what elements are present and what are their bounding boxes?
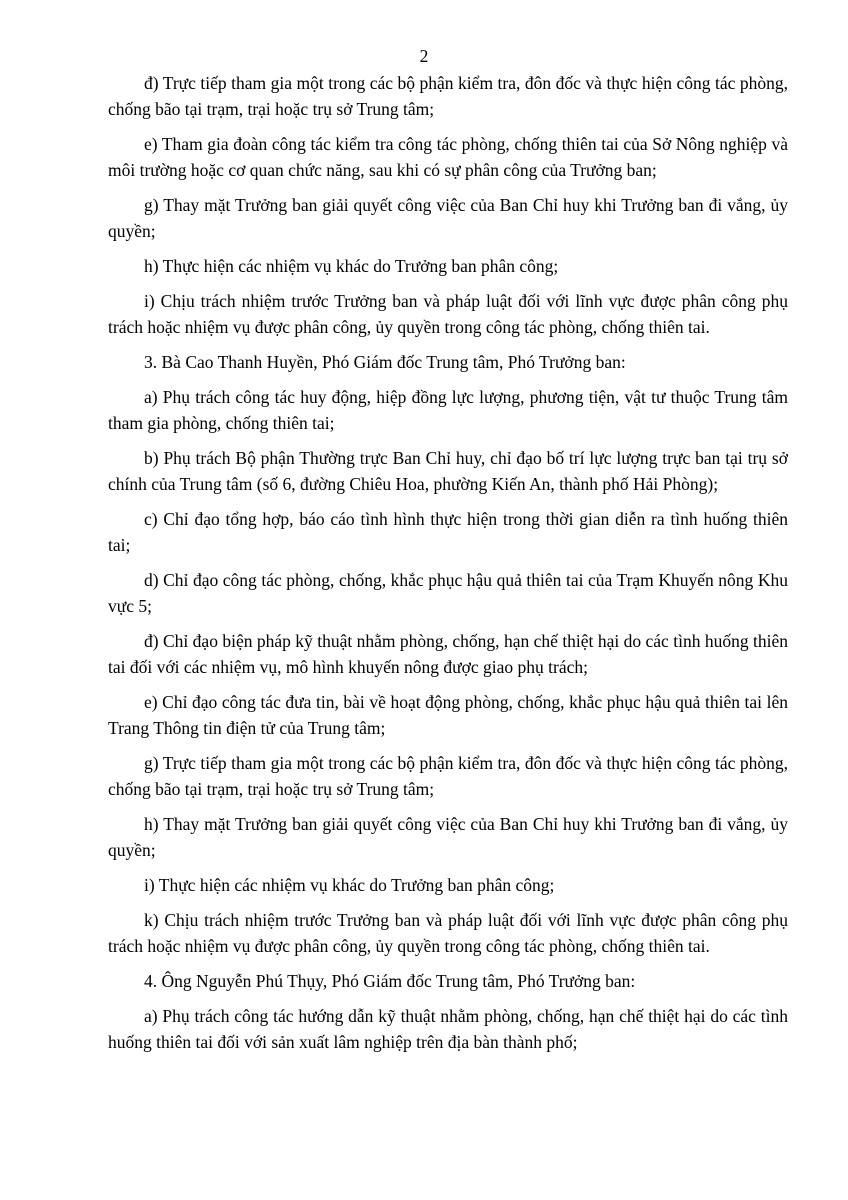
paragraph-h-3: h) Thay mặt Trưởng ban giải quyết công việc của Ban Chỉ huy khi Trưởng ban đi vắng, ủy quyền; [108,814,788,860]
paragraph-a-3: a) Phụ trách công tác huy động, hiệp đồng lực lượng, phương tiện, vật tư thuộc Trung tâm tham gia phòng, chống thiên tai; [108,387,788,433]
page-number: 2 [419,46,429,66]
paragraph-a-4: a) Phụ trách công tác hướng dẫn kỹ thuật nhằm phòng, chống, hạn chế thiệt hại do các tình huống thiên tai đối với sản xuất lâm nghiệp trên địa bàn thành phố; [108,1006,788,1052]
paragraph-d-bar-3: đ) Chỉ đạo biện pháp kỹ thuật nhằm phòng, chống, hạn chế thiệt hại do các tình huống thiên tai đối với các nhiệm vụ, mô hình khuyến nông được giao phụ trách; [108,631,788,677]
document-body [108,70,788,1064]
paragraph-e-3: e) Chỉ đạo công tác đưa tin, bài về hoạt động phòng, chống, khắc phục hậu quả thiên tai lên Trang Thông tin điện tử của Trung tâm; [108,692,788,738]
section-heading-3: 3. Bà Cao Thanh Huyền, Phó Giám đốc Trung tâm, Phó Trưởng ban: [144,352,626,372]
paragraph-g-3: g) Trực tiếp tham gia một trong các bộ phận kiểm tra, đôn đốc và thực hiện công tác phòng, chống bão tại trạm, trại hoặc trụ sở Trung tâm; [108,753,788,799]
paragraph-g-1: g) Thay mặt Trưởng ban giải quyết công việc của Ban Chỉ huy khi Trưởng ban đi vắng, ủy quyền; [108,195,788,241]
section-heading-4: 4. Ông Nguyễn Phú Thụy, Phó Giám đốc Trung tâm, Phó Trưởng ban: [144,971,636,991]
paragraph-c-3: c) Chỉ đạo tổng hợp, báo cáo tình hình thực hiện trong thời gian diễn ra tình huống thiên tai; [108,509,788,555]
paragraph-e-1: e) Tham gia đoàn công tác kiểm tra công tác phòng, chống thiên tai của Sở Nông nghiệp và môi trường hoặc cơ quan chức năng, sau khi có sự phân công của Trưởng ban; [108,134,788,180]
paragraph-i-3: i) Thực hiện các nhiệm vụ khác do Trưởng ban phân công; [144,875,555,895]
paragraph-d-bar-1: đ) Trực tiếp tham gia một trong các bộ phận kiểm tra, đôn đốc và thực hiện công tác phòng, chống bão tại trạm, trại hoặc trụ sở Trung tâm; [108,73,788,119]
paragraph-d-3: d) Chỉ đạo công tác phòng, chống, khắc phục hậu quả thiên tai của Trạm Khuyến nông Khu vực 5; [108,570,788,616]
paragraph-h-1: h) Thực hiện các nhiệm vụ khác do Trưởng ban phân công; [144,256,559,276]
paragraph-i-1: i) Chịu trách nhiệm trước Trưởng ban và pháp luật đối với lĩnh vực được phân công phụ trách hoặc nhiệm vụ được phân công, ủy quyền trong công tác phòng, chống thiên tai. [108,291,788,337]
paragraph-b-3: b) Phụ trách Bộ phận Thường trực Ban Chỉ huy, chỉ đạo bố trí lực lượng trực ban tại trụ sở chính của Trung tâm (số 6, đường Chiêu Hoa, phường Kiến An, thành phố Hải Phòng); [108,448,788,494]
paragraph-k-3: k) Chịu trách nhiệm trước Trưởng ban và pháp luật đối với lĩnh vực được phân công phụ trách hoặc nhiệm vụ được phân công, ủy quyền trong công tác phòng, chống thiên tai. [108,910,788,956]
